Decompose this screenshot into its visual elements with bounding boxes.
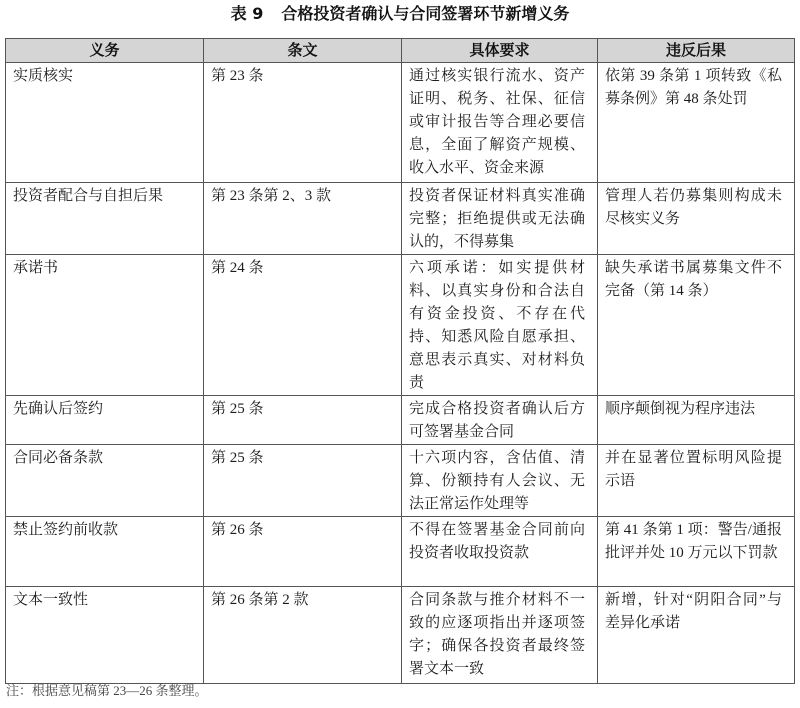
cell-article: 第 26 条第 2 款: [204, 587, 402, 684]
table-row: [6, 587, 795, 684]
cell-article: 第 25 条: [204, 396, 402, 445]
cell-obligation: 实质核实: [6, 63, 204, 183]
cell-consequence: 新增，针对“阴阳合同”与差异化承诺: [598, 587, 795, 684]
cell-article: 第 26 条: [204, 517, 402, 587]
cell-consequence: 顺序颠倒视为程序违法: [598, 396, 795, 445]
column-header-requirement: 具体要求: [402, 39, 598, 63]
table-row: [6, 255, 795, 396]
cell-requirement: 完成合格投资者确认后方可签署基金合同: [402, 396, 598, 445]
obligations-table: [5, 38, 795, 684]
cell-consequence: 并在显著位置标明风险提示语: [598, 445, 795, 517]
table-row: [6, 183, 795, 255]
cell-requirement: 十六项内容，含估值、清算、份额持有人会议、无法正常运作处理等: [402, 445, 598, 517]
cell-article: 第 25 条: [204, 445, 402, 517]
cell-obligation: 禁止签约前收款: [6, 517, 204, 587]
cell-article: 第 24 条: [204, 255, 402, 396]
cell-requirement: 通过核实银行流水、资产证明、税务、社保、征信或审计报告等合理必要信息，全面了解资产规模、收入水平、资金来源: [402, 63, 598, 183]
cell-consequence: 依第 39 条第 1 项转致《私募条例》第 48 条处罚: [598, 63, 795, 183]
cell-article: 第 23 条第 2、3 款: [204, 183, 402, 255]
table-row: [6, 396, 795, 445]
cell-article: 第 23 条: [204, 63, 402, 183]
column-header-article: 条文: [204, 39, 402, 63]
cell-obligation: 合同必备条款: [6, 445, 204, 517]
cell-consequence: 缺失承诺书属募集文件不完备（第 14 条）: [598, 255, 795, 396]
cell-requirement: 六项承诺：如实提供材料、以真实身份和合法自有资金投资、不存在代持、知悉风险自愿承担、意思表示真实、对材料负责: [402, 255, 598, 396]
cell-obligation: 先确认后签约: [6, 396, 204, 445]
table-footnote: 注：根据意见稿第 23—26 条整理。: [6, 683, 208, 698]
table-title: [0, 2, 800, 26]
cell-requirement: 合同条款与推介材料不一致的应逐项指出并逐项签字；确保各投资者最终签署文本一致: [402, 587, 598, 684]
column-header-obligation: 义务: [6, 39, 204, 63]
table-row: [6, 517, 795, 587]
table-title-text: 合格投资者确认与合同签署环节新增义务: [281, 4, 570, 23]
cell-requirement: 不得在签署基金合同前向投资者收取投资款: [402, 517, 598, 587]
cell-obligation: 承诺书: [6, 255, 204, 396]
cell-consequence: 管理人若仍募集则构成未尽核实义务: [598, 183, 795, 255]
cell-consequence: 第 41 条第 1 项：警告/通报批评并处 10 万元以下罚款: [598, 517, 795, 587]
cell-requirement: 投资者保证材料真实准确完整；拒绝提供或无法确认的，不得募集: [402, 183, 598, 255]
column-header-consequence: 违反后果: [598, 39, 795, 63]
table-number-label: 表 9: [230, 4, 264, 23]
table-header-row: [6, 39, 795, 63]
cell-obligation: 文本一致性: [6, 587, 204, 684]
cell-obligation: 投资者配合与自担后果: [6, 183, 204, 255]
table-row: [6, 445, 795, 517]
table-row: [6, 63, 795, 183]
